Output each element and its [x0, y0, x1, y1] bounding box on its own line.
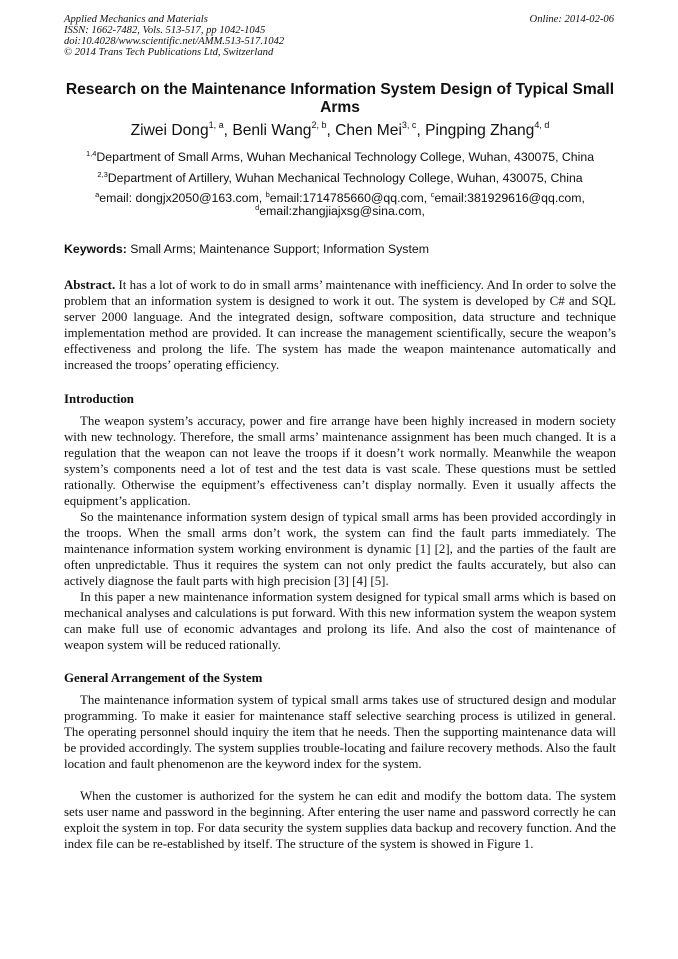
author-name: Chen Mei: [335, 122, 402, 139]
email-text: email:zhangjiajxsg@sina.com,: [259, 204, 425, 218]
email-text: email:381929616@qq.com,: [434, 191, 585, 205]
affiliation-superscript: 1,4: [85, 149, 97, 158]
online-date: Online: 2014-02-06: [529, 14, 614, 25]
email-superscript: b: [265, 190, 270, 199]
journal-name: Applied Mechanics and Materials: [64, 14, 208, 25]
author-name: Pingping Zhang: [425, 122, 535, 139]
section-heading-introduction: Introduction: [64, 392, 134, 406]
email-text: email: dongjx2050@163.com,: [99, 191, 266, 205]
author-name: Ziwei Dong: [130, 122, 209, 139]
email-text: email:1714785660@qq.com,: [269, 191, 431, 205]
email-superscript: a: [95, 190, 100, 199]
doi-line: doi:10.4028/www.scientific.net/AMM.513-517.1042: [64, 36, 285, 47]
section-heading-general-arrangement: General Arrangement of the System: [64, 671, 263, 685]
keywords: [64, 242, 429, 256]
affiliation-text: Department of Small Arms, Wuhan Mechanical Technology College, Wuhan, 430075, China: [96, 150, 595, 164]
keywords-text: Small Arms; Maintenance Support; Information System: [126, 242, 429, 256]
email-list: [64, 192, 616, 218]
paper-title: Research on the Maintenance Information System Design of Typical Small Arms: [65, 81, 615, 116]
affiliation-text: Department of Artillery, Wuhan Mechanical Technology College, Wuhan, 430075, China: [107, 171, 583, 185]
author-list: Ziwei Dong$^{1, a}$, Benli Wang$^{2, b}$, Chen Mei$^{3, c}$, Pingping Zhang$^{4, d}$: [130, 120, 550, 139]
paragraph: The weapon system’s accuracy, power and fire arrange have been highly increased in modern society with new technology. Therefore, the small arms’ maintenance assignment has been much changed. It is a regulation that the weapon can not leave the troops if it doesn’t work normally. Meanwhile the weapon system’s components need a lot of test and the test data is vast scale. These questions must be settled rationally. Otherwise the equipment’s effectiveness can’t display normally. Even it usually affects the equipment’s application.: [64, 414, 616, 509]
author-superscript: 1, a: [208, 120, 224, 130]
author-superscript: 2, b: [311, 120, 327, 130]
copyright-line: © 2014 Trans Tech Publications Ltd, Switzerland: [64, 47, 274, 58]
email-superscript: d: [255, 203, 260, 212]
affiliation: [64, 150, 616, 164]
author-name: Benli Wang: [232, 122, 312, 139]
abstract-text: It has a lot of work to do in small arms’ maintenance with inefficiency. And In order to solve the problem that an information system is designed to work it out. The system is developed by C# and SQL server 2000 language. And the integrated design, software composition, data structure and technique implementation method are provided. It can increase the management scientifically, secure the weapon’s effectiveness and prolong the life. The system has made the weapon maintenance automatically and increased the troops’ operating efficiency.: [64, 278, 616, 373]
paragraph: The maintenance information system of typical small arms takes use of structured design and modular programming. To make it easier for maintenance staff selective searching process is utilized in general. The operating personnel should inquiry the item that he needs. Then the supporting maintenance data will be provided accordingly. The system supplies trouble-locating and failure recovery methods. Also the fault location and fault phenomenon are the keyword index for the system.: [64, 693, 616, 772]
paragraph: In this paper a new maintenance information system designed for typical small arms which is based on mechanical analyses and calculations is put forward. With this new information system the weapon system can make full use of economic advantages and prolong its life. And also the cost of maintenance of weapon system will be reduced rationally.: [64, 590, 616, 653]
abstract: [64, 277, 616, 374]
abstract-label: Abstract.: [64, 278, 116, 292]
journal-header: [64, 14, 284, 58]
keywords-label: Keywords:: [64, 242, 127, 256]
paragraph: When the customer is authorized for the system he can edit and modify the bottom data. The system sets user name and password in the beginning. After entering the user name and password correctly he can exploit the system in top. For data security the system supplies data backup and recovery function. And the index file can be re-established by itself. The structure of the system is showed in Figure 1.: [64, 789, 616, 852]
author-superscript: 3, c: [401, 120, 417, 130]
issn-line: ISSN: 1662-7482, Vols. 513-517, pp 1042-1045: [64, 25, 266, 36]
affiliation: [64, 171, 616, 185]
email-superscript: c: [430, 190, 435, 199]
paragraph: So the maintenance information system design of typical small arms has been provided accordingly in the troops. When the small arms don’t work, the system can find the fault parts immediately. The maintenance information system working environment is dynamic [1] [2], and the parties of the fault are often unpredictable. Thus it requires the system can not only predict the faults accurately, but also can actively diagnose the fault parts with high precision [3] [4] [5].: [64, 510, 616, 589]
affiliation-superscript: 2,3: [97, 170, 108, 179]
author-superscript: 4, d: [534, 120, 550, 130]
